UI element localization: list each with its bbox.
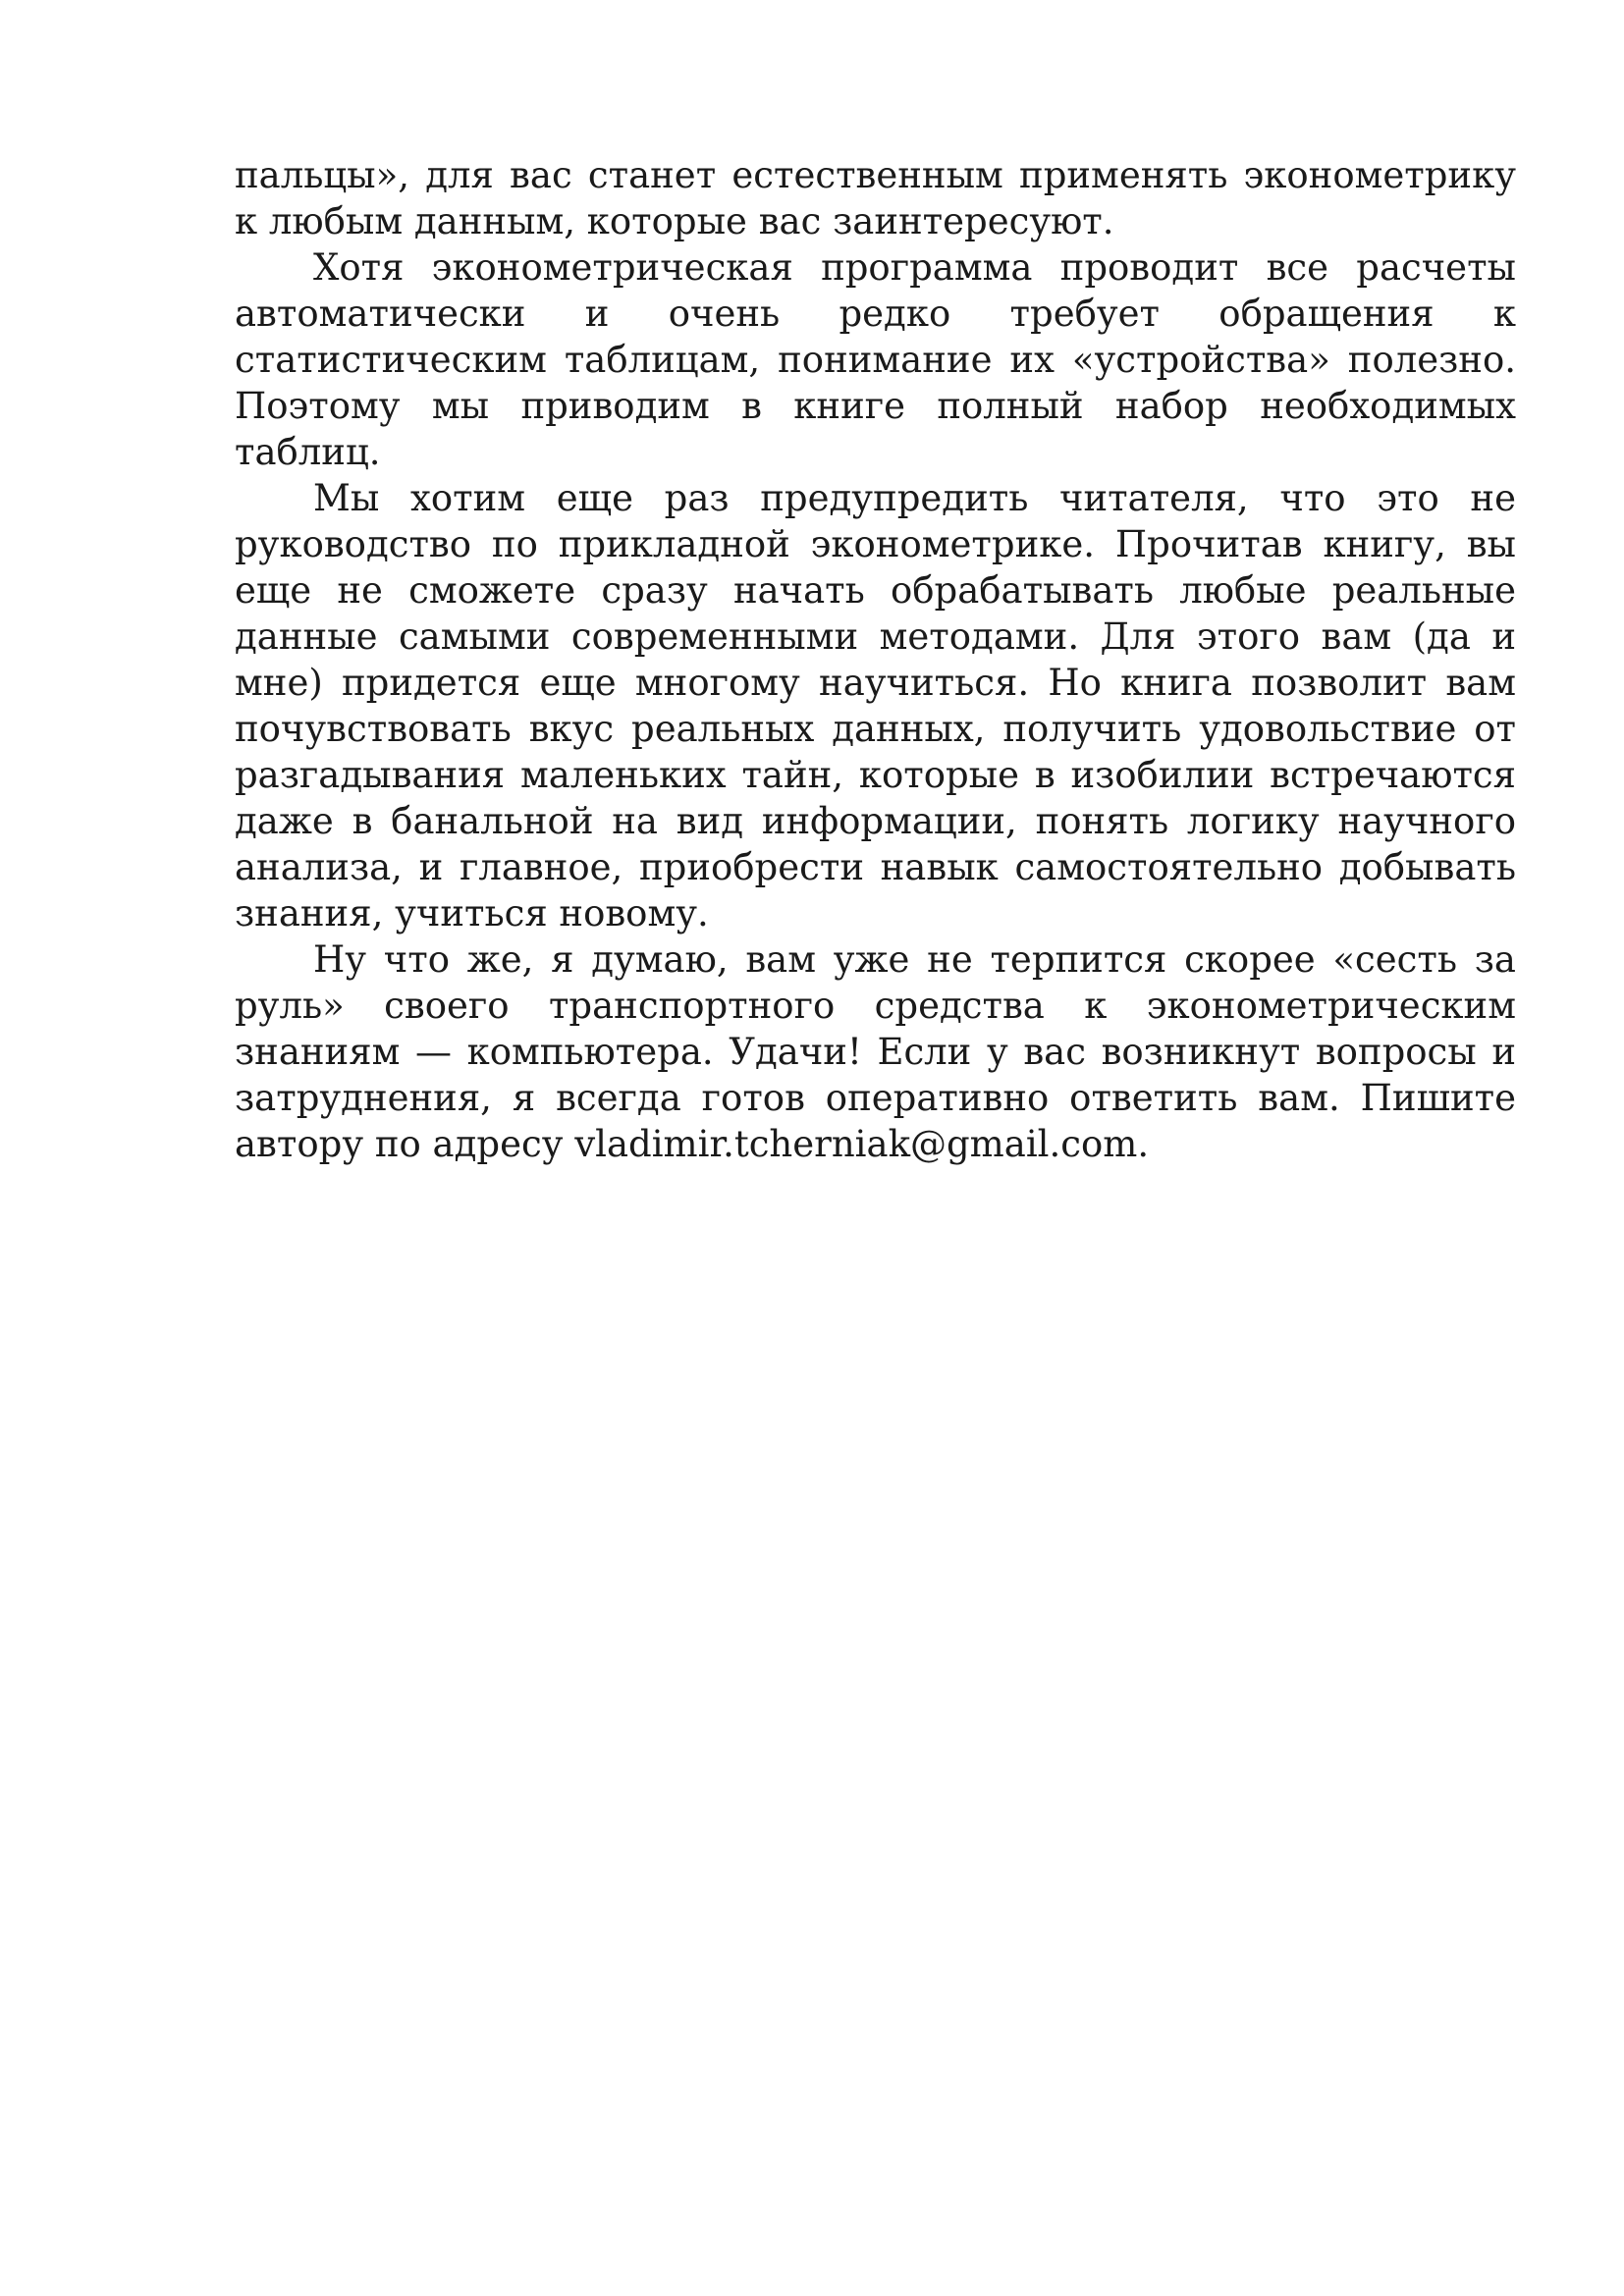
page-text xyxy=(235,152,1516,1167)
paragraph-software: Хотя эконометрическая программа проводит все расчеты автоматически и очень редко требует обращения к статистическим таблицам, понимание их «устройства» полезно. Поэтому мы приводим в книге полный набор необходимых таблиц. xyxy=(235,246,1516,473)
paragraph-warning: Мы хотим еще раз предупредить читателя, что это не руководство по прикладной эконометрике. Прочитав книгу, вы еще не сможете сразу начать обрабатывать любые реальные данные самыми современными методами. Для этого вам (да и мне) придется еще многому научиться. Но книга позволит вам почувствовать вкус реальных данных, получить удовольствие от разгадывания маленьких тайн, которые в изобилии встречаются даже в банальной на вид информации, понять логику научного анализа, и главное, приобрести навык самостоятельно добывать знания, учиться новому. xyxy=(235,477,1516,934)
paragraph-continuation: пальцы», для вас станет естественным применять эконометрику к любым данным, которые вас заинтересуют. xyxy=(235,154,1516,242)
paragraph-closing: Ну что же, я думаю, вам уже не терпится скорее «сесть за руль» своего транспортного средства к эконометрическим знаниям — компьютера. Удачи! Если у вас возникнут вопросы и затруднения, я всегда готов оперативно ответить вам. Пишите автору по адресу vladimir.tcherniak@gmail.com. xyxy=(235,938,1516,1165)
